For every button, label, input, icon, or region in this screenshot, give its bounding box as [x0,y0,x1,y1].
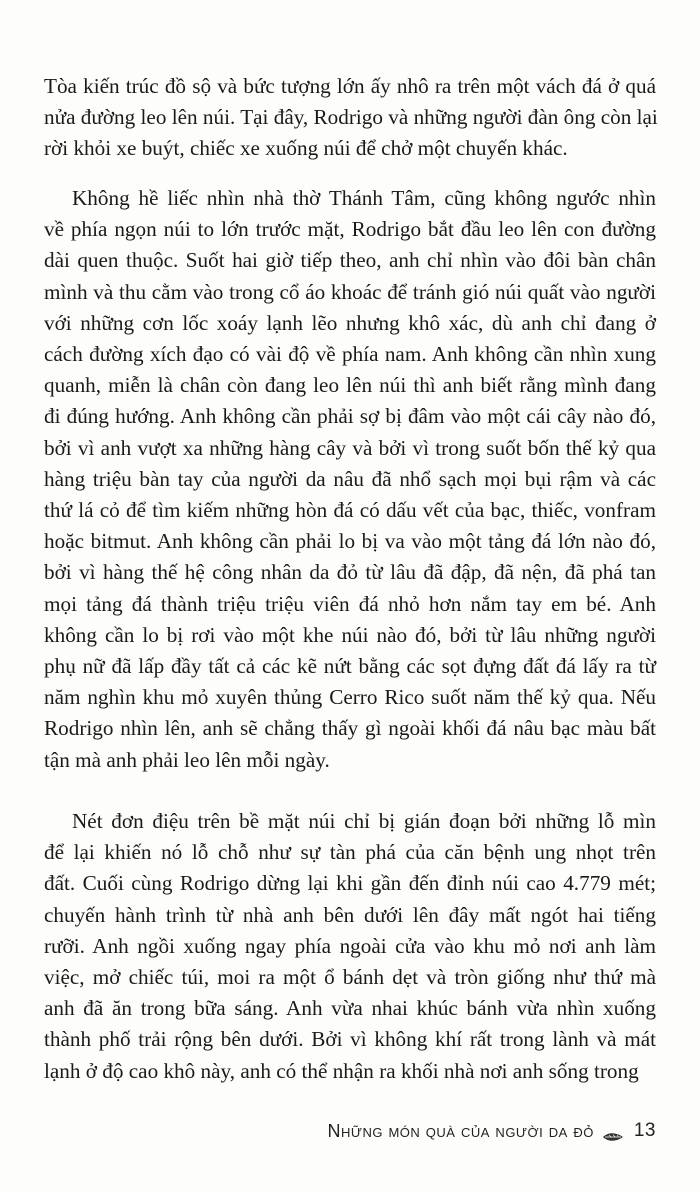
text-line: anh đã ăn trong bữa sáng. Anh vừa nhai khúc bánh vừa nhìn xuống [44,996,656,1021]
text-line: chuyến hành trình từ nhà anh bên dưới lên đây mất ngót hai tiếng [44,902,656,927]
text-line: rưỡi. Anh ngồi xuống ngay phía ngoài cửa vào khu mỏ nơi anh làm [44,933,656,958]
text-line: Rodrigo nhìn lên, anh sẽ chẳng thấy gì ngoài khối đá nâu bạc màu bất [44,716,656,741]
running-title: Những món quà của người da đỏ [327,1120,594,1141]
text-line: dài quen thuộc. Suốt hai giờ tiếp theo, anh chỉ nhìn vào đôi bàn chân [44,248,656,273]
text-line: cách đường xích đạo có vài độ về phía nam. Anh không cần nhìn xung [44,342,656,367]
leaf-ornament-icon [602,1126,624,1136]
text-line: rời khỏi xe buýt, chiếc xe xuống núi để chở một chuyến khác. [44,136,568,161]
text-line: phụ nữ đã lấp đầy tất cả các kẽ nứt bằng các sọt đựng đất đá lấy ra từ [44,654,656,679]
paragraph-2 [44,183,656,776]
text-line: tận mà anh phải leo lên mỗi ngày. [44,747,330,772]
text-line: về phía ngọn núi to lớn trước mặt, Rodrigo bắt đầu leo lên con đường [44,217,656,242]
text-line: thứ lá cỏ để tìm kiếm những hòn đá có dấu vết của bạc, thiếc, vonfram [44,498,656,523]
text-line: Nét đơn điệu trên bề mặt núi chỉ bị gián đoạn bởi những lỗ mìn [72,809,656,833]
text-line: Tòa kiến trúc đồ sộ và bức tượng lớn ấy nhô ra trên một vách đá ở quá [44,74,656,98]
paragraph-1 [44,71,656,165]
text-line: bởi vì anh vượt xa những hàng cây và bởi vì trong suốt bốn thế kỷ qua [44,435,656,460]
paragraph-3 [44,806,656,1087]
text-line: nửa đường leo lên núi. Tại đây, Rodrigo và những người đàn ông còn lại [44,105,658,130]
text-line: không cần lo bị rơi vào một khe núi nào đó, bởi từ lâu những người [44,622,656,647]
text-line: thành phố trải rộng bên dưới. Bởi vì không khí rất trong lành và mát [44,1027,656,1052]
text-line: mình và thu cằm vào trong cổ áo khoác để tránh gió núi quất vào người [44,279,656,304]
text-line: lạnh ở độ cao khô này, anh có thể nhận ra khối nhà nơi anh sống trong [44,1058,639,1083]
text-line: năm nghìn khu mỏ xuyên thủng Cerro Rico suốt năm thế kỷ qua. Nếu [44,685,656,710]
page-footer [0,1120,656,1142]
text-line: bởi vì hàng thế hệ công nhân da đỏ từ lâu đã đập, đã nện, đã phá tan [44,560,656,585]
text-line: đi đúng hướng. Anh không cần phải sợ bị đâm vào một cái cây nào đó, [44,404,656,429]
text-line: hoặc bitmut. Anh không cần phải lo bị va vào một tảng đá lớn nào đó, [44,529,656,554]
text-line: Không hề liếc nhìn nhà thờ Thánh Tâm, cũng không ngước nhìn [72,186,656,210]
text-line: hàng triệu bàn tay của người da nâu đã nhổ sạch mọi bụi rậm và các [44,466,656,491]
text-line: mọi tảng đá thành triệu triệu viên đá nhỏ hơn nắm tay em bé. Anh [44,591,656,616]
text-line: quanh, miễn là chân còn đang leo lên núi thì anh biết rằng mình đang [44,373,656,398]
text-line: việc, mở chiếc túi, moi ra một ổ bánh dẹt và tròn giống như thứ mà [44,965,656,990]
text-line: để lại khiến nó lỗ chỗ như sự tàn phá của căn bệnh ung nhọt trên [44,840,656,865]
text-line: đất. Cuối cùng Rodrigo dừng lại khi gần đến đỉnh núi cao 4.779 mét; [44,871,656,896]
text-line: với những cơn lốc xoáy lạnh lẽo nhưng khô xác, dù anh chỉ đang ở [44,310,656,335]
page-number: 13 [633,1120,656,1141]
